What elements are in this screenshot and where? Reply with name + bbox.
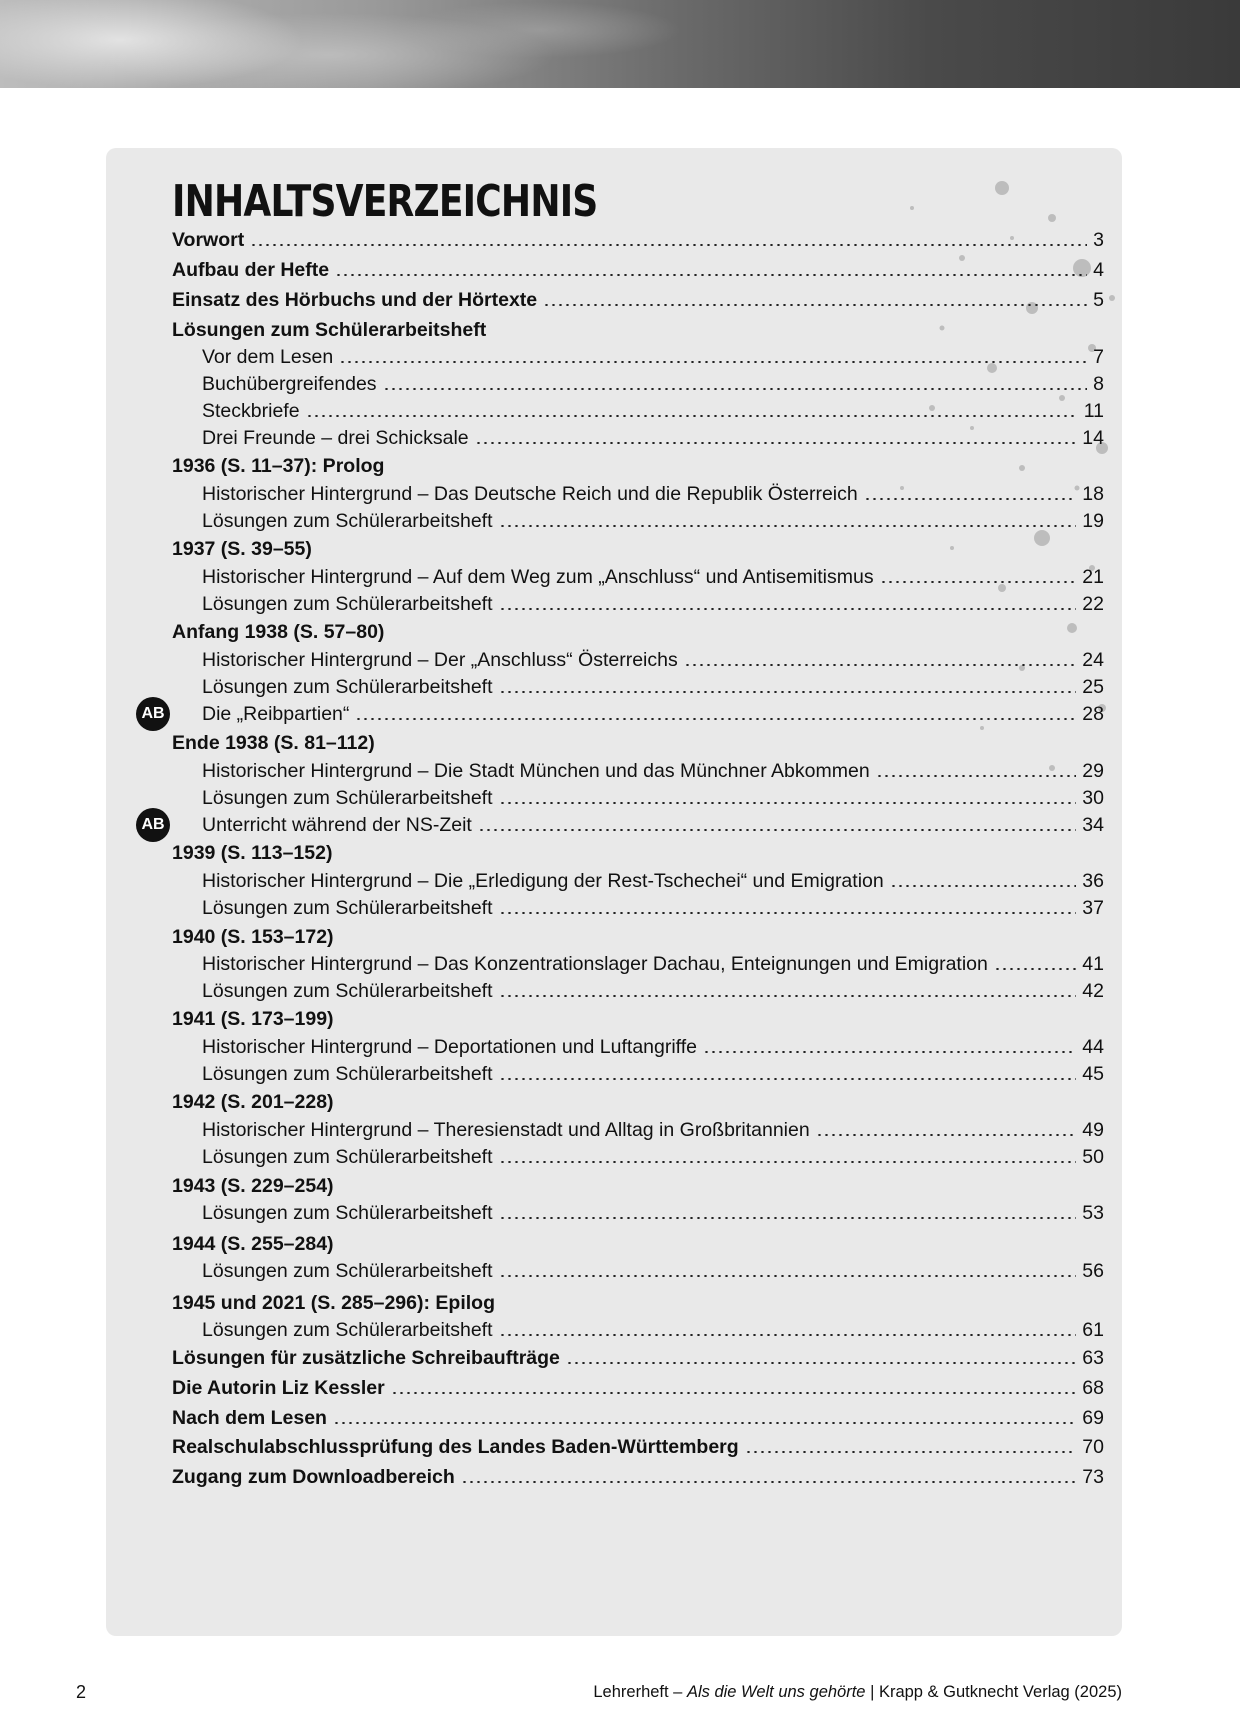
toc-entry <box>172 1344 1104 1372</box>
footer-page-number: 2 <box>76 1682 87 1702</box>
dot-leader <box>499 802 1077 804</box>
toc-entry-label: Drei Freunde – drei Schicksale <box>202 427 469 449</box>
toc-entry <box>172 1230 1104 1258</box>
dot-leader <box>355 718 1076 720</box>
toc-entry-page: 41 <box>1082 953 1104 975</box>
toc-entry-label: Buchübergreifendes <box>202 373 377 395</box>
toc-entry-label: Lösungen zum Schülerarbeitsheft <box>202 593 493 615</box>
toc-entry <box>172 226 1104 254</box>
toc-entry <box>202 867 1104 895</box>
toc-entry-label: 1942 (S. 201–228) <box>172 1091 334 1113</box>
toc-entry-label: Nach dem Lesen <box>172 1407 327 1429</box>
toc-entry <box>202 370 1104 398</box>
toc-entry <box>202 673 1104 701</box>
toc-entry-label: Historischer Hintergrund – Theresienstadt und Alltag in Großbritannien <box>202 1119 810 1141</box>
toc-entry-page: 69 <box>1082 1407 1104 1429</box>
toc-entry <box>172 256 1104 284</box>
toc-entry-page: 34 <box>1082 814 1104 836</box>
toc-entry-label: Aufbau der Hefte <box>172 259 330 281</box>
toc-entry <box>172 1404 1104 1432</box>
toc-entry-label: 1944 (S. 255–284) <box>172 1233 334 1255</box>
toc-entry <box>202 1316 1104 1344</box>
toc-entry-label: Vorwort <box>172 229 245 251</box>
toc-entry-label: Historischer Hintergrund – Das Deutsche Reich und die Republik Österreich <box>202 483 858 505</box>
toc-entry <box>172 1088 1104 1116</box>
toc-entry <box>202 507 1104 535</box>
toc-entry <box>172 1005 1104 1033</box>
footer-publication-info <box>593 1683 1122 1702</box>
toc-entry <box>202 811 1104 839</box>
toc-entry-label: Historischer Hintergrund – Die „Erledigung der Rest-Tschechei“ und Emigration <box>202 870 884 892</box>
toc-entry-label: 1943 (S. 229–254) <box>172 1175 334 1197</box>
dot-leader <box>306 415 1078 417</box>
toc-entry-page: 22 <box>1082 593 1104 615</box>
dot-leader <box>994 968 1076 970</box>
toc-entry-label: Historischer Hintergrund – Das Konzentrationslager Dachau, Enteignungen und Emigration <box>202 953 988 975</box>
toc-entry <box>202 977 1104 1005</box>
dot-leader <box>566 1362 1076 1364</box>
toc-entry <box>202 424 1104 452</box>
toc-entry-label: Historischer Hintergrund – Auf dem Weg zum „Anschluss“ und Antisemitismus <box>202 566 874 588</box>
toc-entry-label: Die Autorin Liz Kessler <box>172 1377 385 1399</box>
toc-entry-page: 18 <box>1082 483 1104 505</box>
toc-entry-label: 1940 (S. 153–172) <box>172 926 334 948</box>
toc-entry <box>172 923 1104 951</box>
toc-entry-page: 3 <box>1093 229 1104 251</box>
toc-entry <box>202 950 1104 978</box>
toc-entry-page: 28 <box>1082 703 1104 725</box>
toc-entry-label: 1936 (S. 11–37): Prolog <box>172 455 385 477</box>
toc-entry-label: Lösungen zum Schülerarbeitsheft <box>202 510 493 532</box>
toc-entry-page: 37 <box>1082 897 1104 919</box>
toc-entry-label: Historischer Hintergrund – Deportationen und Luftangriffe <box>202 1036 698 1058</box>
dot-leader <box>864 498 1077 500</box>
toc-entry <box>172 1433 1104 1461</box>
toc-entry-page: 49 <box>1082 1119 1104 1141</box>
toc-entry-page: 14 <box>1082 427 1104 449</box>
dot-leader <box>816 1134 1077 1136</box>
toc-entry <box>172 286 1104 314</box>
dot-leader <box>880 581 1077 583</box>
dot-leader <box>461 1481 1077 1483</box>
toc-entry <box>202 894 1104 922</box>
toc-entry-page: 5 <box>1093 289 1104 311</box>
toc-entry-label: Lösungen zum Schülerarbeitsheft <box>202 1202 493 1224</box>
toc-entry-page: 8 <box>1093 373 1104 395</box>
footer-prefix: Lehrerheft – <box>593 1683 687 1701</box>
toc-entry-page: 73 <box>1082 1466 1104 1488</box>
toc-entry <box>172 535 1104 563</box>
toc-entry-page: 4 <box>1093 259 1104 281</box>
dot-leader <box>499 995 1077 997</box>
toc-entry <box>202 1199 1104 1227</box>
toc-entry-label: 1937 (S. 39–55) <box>172 538 312 560</box>
toc-entry-page: 11 <box>1083 400 1104 422</box>
worksheet-badge: AB <box>136 808 170 842</box>
toc-entry-label: Lösungen zum Schülerarbeitsheft <box>202 980 493 1002</box>
toc-entry-label: Lösungen zum Schülerarbeitsheft <box>202 1260 493 1282</box>
toc-entry-page: 25 <box>1082 676 1104 698</box>
toc-entry-page: 45 <box>1082 1063 1104 1085</box>
footer-suffix: | Krapp & Gutknecht Verlag (2025) <box>865 1683 1122 1701</box>
toc-entry-label: 1945 und 2021 (S. 285–296): Epilog <box>172 1292 495 1314</box>
toc-entry-page: 53 <box>1082 1202 1104 1224</box>
dot-leader <box>335 274 1087 276</box>
toc-entry-label: Lösungen zum Schülerarbeitsheft <box>172 319 487 341</box>
toc-entry-label: Lösungen zum Schülerarbeitsheft <box>202 1146 493 1168</box>
toc-entry-label: Historischer Hintergrund – Die Stadt München und das Münchner Abkommen <box>202 760 870 782</box>
toc-entry-page: 56 <box>1082 1260 1104 1282</box>
toc-entry-label: Lösungen zum Schülerarbeitsheft <box>202 1319 493 1341</box>
toc-entry-label: Lösungen zum Schülerarbeitsheft <box>202 1063 493 1085</box>
dot-leader <box>703 1051 1076 1053</box>
toc-entry <box>202 480 1104 508</box>
toc-entry-page: 61 <box>1082 1319 1104 1341</box>
toc-entry <box>172 839 1104 867</box>
toc-entry-label: Lösungen zum Schülerarbeitsheft <box>202 787 493 809</box>
toc-entry-label: 1939 (S. 113–152) <box>172 842 333 864</box>
dot-leader <box>391 1392 1077 1394</box>
toc-entry-label: Ende 1938 (S. 81–112) <box>172 732 375 754</box>
toc-entry-label: Realschulabschlussprüfung des Landes Baden-Württemberg <box>172 1436 739 1458</box>
toc-entry-page: 24 <box>1082 649 1104 671</box>
toc-entry <box>202 1143 1104 1171</box>
toc-entry <box>202 1116 1104 1144</box>
toc-entry-page: 30 <box>1082 787 1104 809</box>
dot-leader <box>499 1217 1077 1219</box>
toc-entry-page: 21 <box>1082 566 1104 588</box>
toc-entry-page: 42 <box>1082 980 1104 1002</box>
dot-leader <box>745 1451 1077 1453</box>
toc-entry <box>202 343 1104 371</box>
dot-leader <box>543 304 1087 306</box>
page-title: INHALTSVERZEICHNIS <box>172 176 598 227</box>
toc-entry-label: Lösungen zum Schülerarbeitsheft <box>202 897 493 919</box>
toc-entry <box>202 590 1104 618</box>
dot-leader <box>684 664 1077 666</box>
toc-entry-page: 63 <box>1082 1347 1104 1369</box>
toc-entry <box>172 729 1104 757</box>
toc-entry <box>172 1463 1104 1491</box>
toc-entry-label: Die „Reibpartien“ <box>202 703 350 725</box>
toc-entry-page: 7 <box>1093 346 1104 368</box>
toc-entry-page: 68 <box>1082 1377 1104 1399</box>
dot-leader <box>499 608 1077 610</box>
toc-entry-label: Zugang zum Downloadbereich <box>172 1466 455 1488</box>
toc-entry-label: Lösungen für zusätzliche Schreibaufträge <box>172 1347 560 1369</box>
dot-leader <box>499 1334 1077 1336</box>
toc-entry <box>172 452 1104 480</box>
dot-leader <box>383 388 1088 390</box>
footer-book-title: Als die Welt uns gehörte <box>686 1683 866 1701</box>
toc-entry <box>172 1172 1104 1200</box>
worksheet-badge: AB <box>136 697 170 731</box>
toc-entry <box>202 563 1104 591</box>
dot-leader <box>499 1078 1077 1080</box>
toc-entry-page: 44 <box>1082 1036 1104 1058</box>
dot-leader <box>478 829 1076 831</box>
dot-leader <box>499 525 1077 527</box>
toc-entry-page: 50 <box>1082 1146 1104 1168</box>
toc-entry <box>202 757 1104 785</box>
toc-entry-page: 70 <box>1082 1436 1104 1458</box>
toc-entry-label: Vor dem Lesen <box>202 346 334 368</box>
toc-entry <box>172 618 1104 646</box>
toc-entry-page: 19 <box>1082 510 1104 532</box>
toc-entry-label: 1941 (S. 173–199) <box>172 1008 334 1030</box>
toc-entry <box>202 397 1104 425</box>
dot-leader <box>333 1422 1076 1424</box>
toc-entry <box>202 700 1104 728</box>
toc-entry-page: 29 <box>1082 760 1104 782</box>
toc-entry-label: Anfang 1938 (S. 57–80) <box>172 621 385 643</box>
dot-leader <box>890 885 1077 887</box>
toc-entry <box>202 1033 1104 1061</box>
toc-entry <box>202 1060 1104 1088</box>
dot-leader <box>499 1275 1077 1277</box>
dot-leader <box>499 1161 1077 1163</box>
toc-entry-label: Lösungen zum Schülerarbeitsheft <box>202 676 493 698</box>
toc-entry <box>202 1257 1104 1285</box>
toc-entry <box>172 1289 1104 1317</box>
dot-leader <box>876 775 1077 777</box>
dot-leader <box>499 912 1077 914</box>
toc-entry-label: Historischer Hintergrund – Der „Anschluss“ Österreichs <box>202 649 678 671</box>
toc-entry <box>202 646 1104 674</box>
toc-entry-label: Steckbriefe <box>202 400 300 422</box>
toc-entry <box>202 784 1104 812</box>
dot-leader <box>499 691 1077 693</box>
toc-entry-label: Einsatz des Hörbuchs und der Hörtexte <box>172 289 538 311</box>
toc-entry <box>172 1374 1104 1402</box>
dot-leader <box>339 361 1087 363</box>
dot-leader <box>475 442 1077 444</box>
toc-entry-page: 36 <box>1082 870 1104 892</box>
toc-entry-label: Unterricht während der NS-Zeit <box>202 814 472 836</box>
dot-leader <box>250 244 1087 246</box>
toc-entry <box>172 316 1104 344</box>
